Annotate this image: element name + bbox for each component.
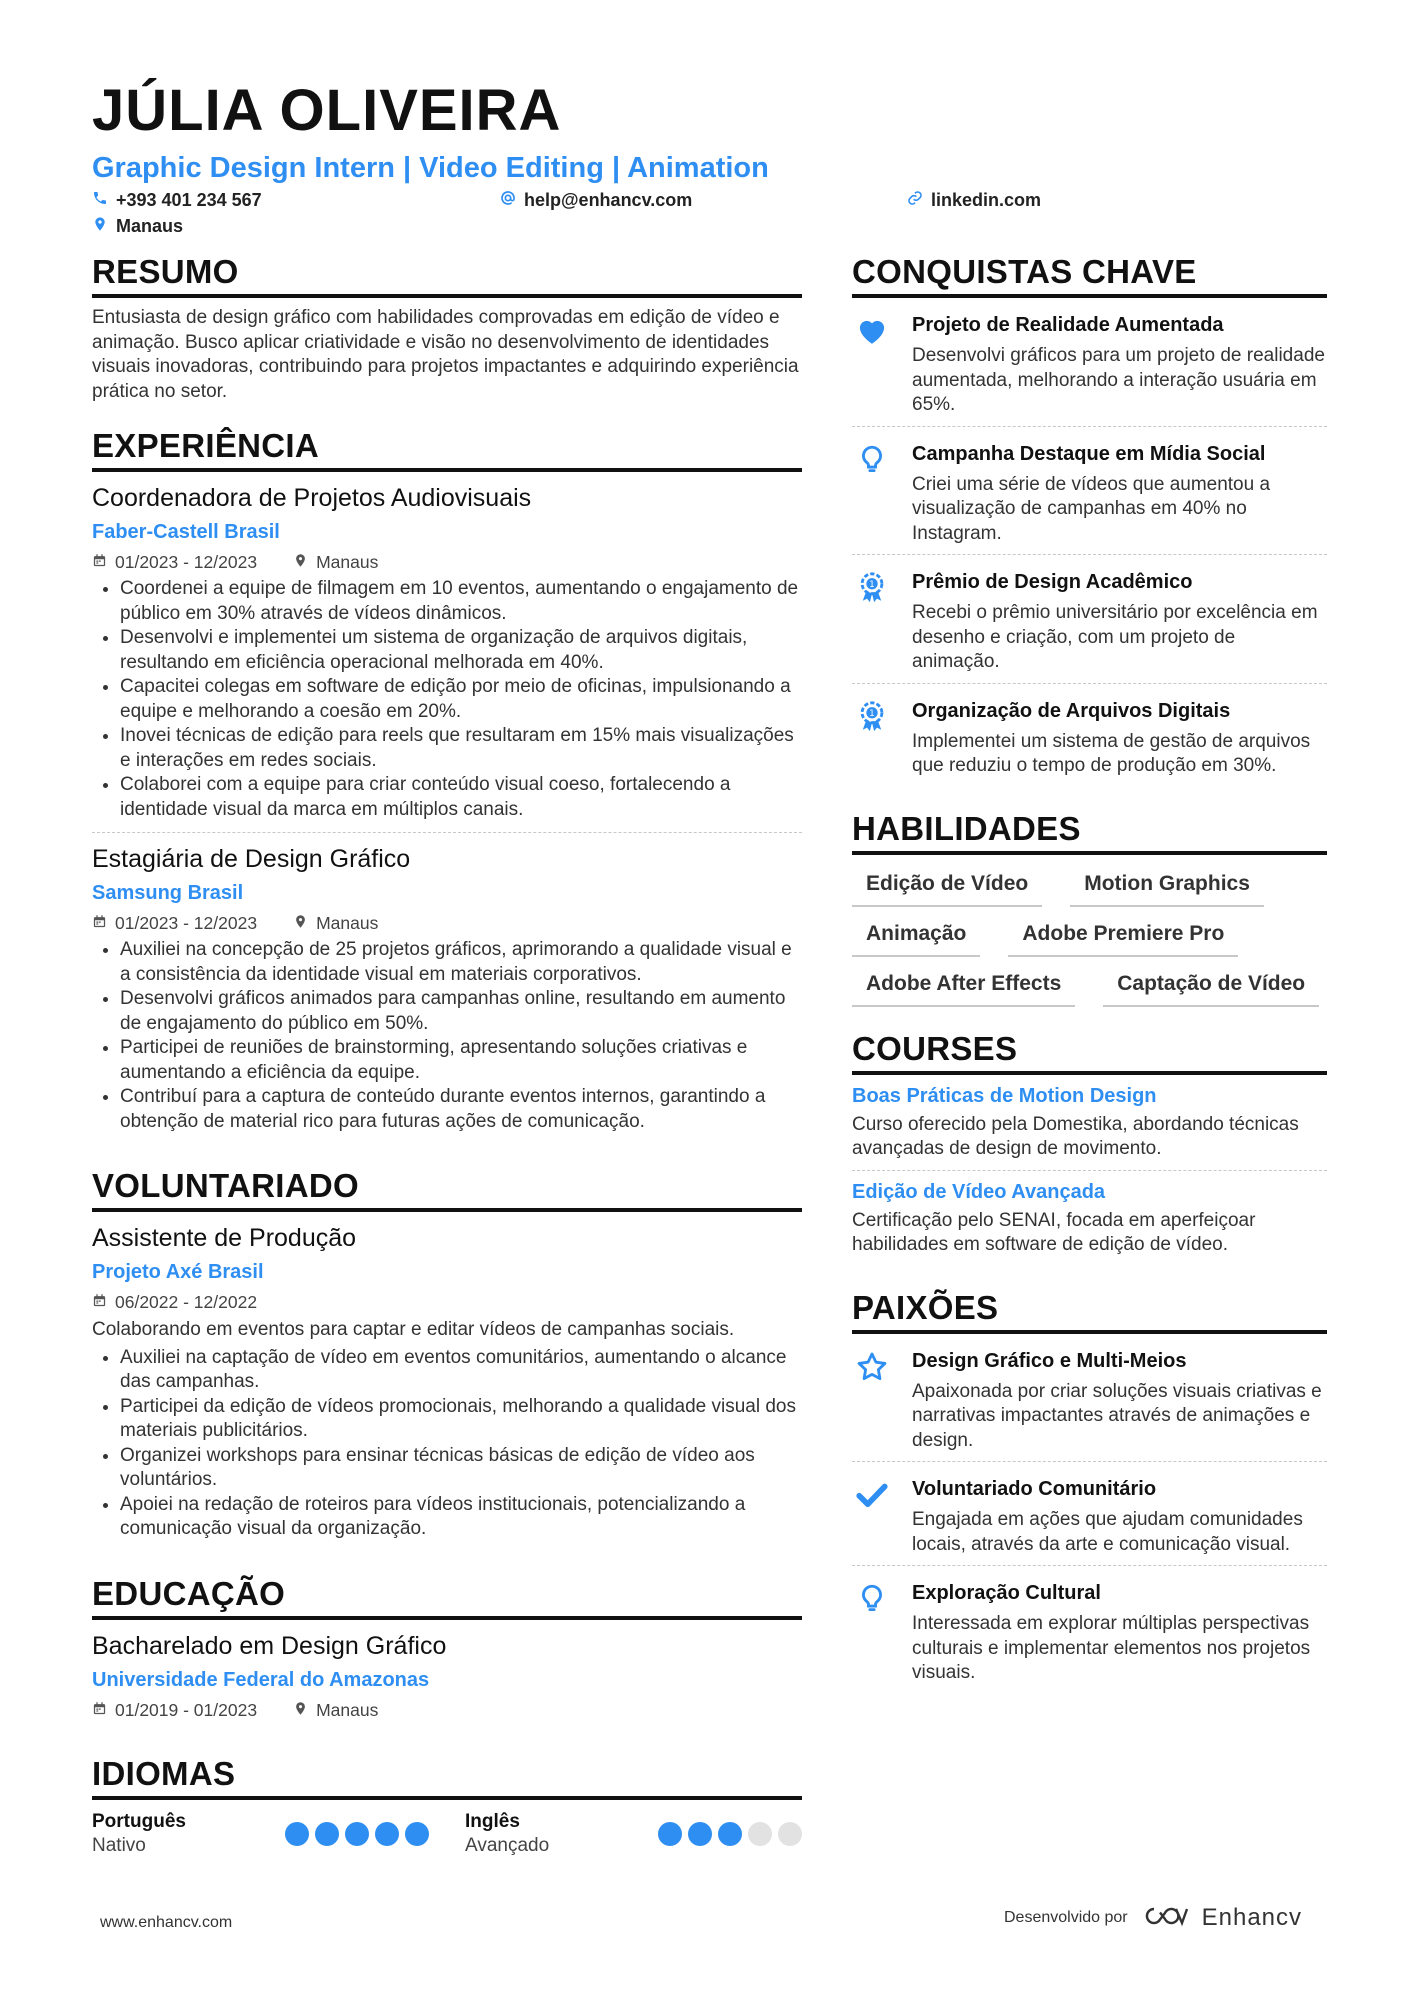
linkedin-text: linkedin.com [931, 190, 1042, 210]
at-icon [500, 190, 516, 211]
link-icon [907, 190, 923, 211]
bullet-item: • Organizei workshops para ensinar técnicas básicas de edição de vídeo aos voluntários. [120, 1444, 802, 1493]
passion-item [852, 1462, 1327, 1566]
heart-icon [852, 312, 892, 418]
rating-dot [778, 1822, 802, 1846]
checkmark-icon [852, 1476, 892, 1557]
award-ribbon-icon [852, 698, 892, 779]
job-dates: 01/2023 - 12/2023 [115, 552, 258, 572]
skill-tag: Animação [852, 921, 980, 957]
achievement-item [852, 298, 1327, 427]
rating-dot [285, 1822, 309, 1846]
rating-dot [658, 1822, 682, 1846]
bullet-item: • Auxiliei na captação de vídeo em eventos comunitários, aumentando o alcance das campanhas. [120, 1346, 802, 1395]
volunteer-org: Projeto Axé Brasil [92, 1261, 264, 1283]
achievement-description: Recebi o prêmio universitário por excelência em desenho e criação, com um projeto de animação. [912, 602, 1318, 672]
language-level: Nativo [92, 1834, 146, 1856]
volunteer-bullets [92, 1346, 802, 1542]
candidate-name: JÚLIA OLIVEIRA [92, 78, 562, 143]
languages-list [92, 1810, 802, 1858]
passion-title: Design Gráfico e Multi-Meios [912, 1349, 1187, 1372]
job-location: Manaus [316, 552, 379, 572]
achievement-title: Projeto de Realidade Aumentada [912, 314, 1224, 336]
achievement-title: Organização de Arquivos Digitais [912, 699, 1231, 722]
rating-dot [345, 1822, 369, 1846]
job-title: Estagiária de Design Gráfico [92, 845, 411, 873]
languages-section [92, 1754, 802, 1858]
achievement-item [852, 555, 1327, 684]
achievement-description: Desenvolvi gráficos para um projeto de realidade aumentada, melhorando a interação usuária em 65%. [912, 345, 1325, 415]
footer-branding [1004, 1904, 1302, 1932]
language-rating [285, 1822, 429, 1846]
footer-brand-name: Enhancv [1201, 1904, 1303, 1931]
courses-section [852, 1029, 1327, 1266]
star-icon [852, 1348, 892, 1454]
resume-header [92, 78, 1322, 246]
rating-dot [315, 1822, 339, 1846]
skill-tag: Edição de Vídeo [852, 871, 1042, 907]
job-dates: 01/2023 - 12/2023 [115, 913, 258, 933]
course-description: Curso oferecido pela Domestika, abordando técnicas avançadas de design de movimento. [852, 1113, 1299, 1159]
achievement-item [852, 427, 1327, 556]
achievement-title: Campanha Destaque em Mídia Social [912, 442, 1266, 465]
language-item [92, 1810, 429, 1858]
job-bullets [92, 577, 802, 822]
volunteer-description: Colaborando em eventos para captar e editar vídeos de campanhas sociais. [92, 1319, 735, 1340]
education-dates: 01/2019 - 01/2023 [115, 1699, 258, 1720]
course-title: Edição de Vídeo Avançada [852, 1180, 1106, 1203]
bullet-item: • Apoiei na redação de roteiros para vídeos institucionais, potencializando a comunicação visual da organização. [120, 1493, 802, 1542]
calendar-icon [92, 1290, 107, 1314]
svg-text:1: 1 [869, 579, 875, 590]
summary-section [92, 252, 802, 404]
contact-location [92, 216, 183, 237]
footer-powered-by: Desenvolvido por [1004, 1909, 1128, 1926]
bullet-item: • Capacitei colegas em software de edição por meio de oficinas, impulsionando a equipe e melhorando a coesão em 20%. [120, 675, 802, 724]
contact-linkedin[interactable] [907, 190, 1041, 211]
rating-dot [375, 1822, 399, 1846]
passion-title: Voluntariado Comunitário [912, 1478, 1157, 1500]
volunteer-section [92, 1166, 802, 1552]
experience-entry [92, 472, 802, 833]
rating-dot [405, 1822, 429, 1846]
passion-title: Exploração Cultural [912, 1582, 1101, 1604]
course-title: Boas Práticas de Motion Design [852, 1084, 1157, 1107]
contact-phone [92, 190, 262, 211]
bullet-item: • Coordenei a equipe de filmagem em 10 eventos, aumentando o engajamento de público em 30% através de vídeos dinâmicos. [120, 577, 802, 626]
achievements-heading: CONQUISTAS CHAVE [852, 252, 1327, 298]
education-entry [92, 1620, 802, 1732]
language-level: Avançado [465, 1834, 550, 1856]
passion-description: Engajada em ações que ajudam comunidades locais, através da arte e comunicação visual. [912, 1509, 1303, 1555]
volunteer-heading: VOLUNTARIADO [92, 1166, 802, 1212]
volunteer-role: Assistente de Produção [92, 1224, 357, 1252]
email-text: help@enhancv.com [524, 190, 693, 210]
course-item [852, 1171, 1327, 1266]
education-location: Manaus [316, 1699, 379, 1720]
language-item [465, 1810, 802, 1858]
education-section [92, 1574, 802, 1732]
volunteer-entry [92, 1212, 802, 1552]
passion-item [852, 1566, 1327, 1694]
education-meta [92, 1698, 802, 1722]
bullet-item: • Contribuí para a captura de conteúdo durante eventos internos, garantindo a obtenção de material rico para futuras ações de comunicação. [120, 1085, 802, 1134]
passions-section [852, 1288, 1327, 1694]
location-pin-icon [293, 1698, 308, 1722]
location-pin-icon [293, 550, 308, 574]
language-rating [658, 1822, 802, 1846]
experience-section [92, 426, 802, 1144]
courses-heading: COURSES [852, 1029, 1327, 1075]
right-column [852, 252, 1327, 1716]
bullet-item: • Auxiliei na concepção de 25 projetos gráficos, aprimorando a qualidade visual e a consistência da identidade visual em materiais corporativos. [120, 938, 802, 987]
passions-heading: PAIXÕES [852, 1288, 1327, 1334]
bullet-item: • Inovei técnicas de edição para reels que resultaram em 15% mais visualizações e interações em redes sociais. [120, 724, 802, 773]
volunteer-meta [92, 1290, 802, 1314]
job-bullets [92, 938, 802, 1134]
course-description: Certificação pelo SENAI, focada em aperfeiçoar habilidades em software de edição de vídeo. [852, 1209, 1256, 1255]
summary-heading: RESUMO [92, 252, 802, 298]
skills-heading: HABILIDADES [852, 809, 1327, 855]
skill-tag: Adobe After Effects [852, 971, 1075, 1007]
location-text: Manaus [116, 216, 184, 236]
company-name: Samsung Brasil [92, 882, 244, 904]
volunteer-dates: 06/2022 - 12/2022 [115, 1292, 258, 1312]
calendar-icon [92, 911, 107, 935]
contact-email[interactable] [500, 190, 692, 211]
achievement-title: Prêmio de Design Acadêmico [912, 571, 1193, 593]
contact-info [92, 190, 1322, 246]
skills-section [852, 809, 1327, 1007]
lightbulb-icon [852, 441, 892, 547]
bullet-item: • Desenvolvi e implementei um sistema de organização de arquivos digitais, resultando em eficiência operacional melhorada em 40%. [120, 626, 802, 675]
bullet-item: • Participei de reuniões de brainstorming, apresentando soluções criativas e aumentando a eficiência da equipe. [120, 1036, 802, 1085]
passion-item [852, 1334, 1327, 1463]
achievement-description: Implementei um sistema de gestão de arquivos que reduziu o tempo de produção em 30%. [912, 730, 1311, 776]
experience-entry [92, 833, 802, 1144]
candidate-tagline: Graphic Design Intern | Video Editing | Animation [92, 152, 769, 184]
lightbulb-icon [852, 1580, 892, 1686]
rating-dot [718, 1822, 742, 1846]
summary-text: Entusiasta de design gráfico com habilidades comprovadas em edição de vídeo e animação. Busco aplicar criatividade e visão no desenvolvimento de identidades visuais inovadoras, contribuindo para projetos impactantes e adquirindo experiência prática no setor. [92, 307, 799, 402]
job-title: Coordenadora de Projetos Audiovisuais [92, 484, 532, 512]
course-item [852, 1075, 1327, 1171]
location-pin-icon [293, 911, 308, 935]
skill-tag: Motion Graphics [1070, 871, 1264, 907]
experience-heading: EXPERIÊNCIA [92, 426, 802, 472]
school-name: Universidade Federal do Amazonas [92, 1668, 430, 1691]
skills-list [852, 871, 1327, 1007]
job-location: Manaus [316, 913, 379, 933]
award-ribbon-icon [852, 569, 892, 675]
language-name: Português [92, 1810, 186, 1832]
job-meta [92, 550, 802, 574]
phone-icon [92, 190, 108, 211]
company-name: Faber-Castell Brasil [92, 521, 280, 543]
calendar-icon [92, 550, 107, 574]
svg-text:1: 1 [869, 708, 875, 719]
footer-website[interactable]: www.enhancv.com [100, 1914, 233, 1931]
left-column [92, 252, 802, 1880]
degree-title: Bacharelado em Design Gráfico [92, 1631, 447, 1660]
achievements-section [852, 252, 1327, 787]
skill-tag: Captação de Vídeo [1103, 971, 1319, 1007]
achievement-description: Criei uma série de vídeos que aumentou a visualização de campanhas em 40% no Instagram. [912, 473, 1271, 544]
achievement-item [852, 684, 1327, 787]
education-heading: EDUCAÇÃO [92, 1574, 802, 1620]
enhancv-logo-icon [1142, 1905, 1188, 1932]
languages-heading: IDIOMAS [92, 1754, 802, 1800]
job-meta [92, 911, 802, 935]
passion-description: Apaixonada por criar soluções visuais criativas e narrativas impactantes através de animações e design. [912, 1380, 1322, 1451]
rating-dot [748, 1822, 772, 1846]
location-pin-icon [92, 216, 108, 237]
language-name: Inglês [465, 1810, 520, 1832]
phone-text: +393 401 234 567 [116, 190, 262, 210]
calendar-icon [92, 1698, 107, 1722]
passion-description: Interessada em explorar múltiplas perspectivas culturais e implementar elementos nos projetos visuais. [912, 1613, 1311, 1683]
bullet-item: • Participei da edição de vídeos promocionais, melhorando a qualidade visual dos materiais publicitários. [120, 1395, 802, 1444]
bullet-item: • Colaborei com a equipe para criar conteúdo visual coeso, fortalecendo a identidade visual da marca em múltiplos canais. [120, 773, 802, 822]
bullet-item: • Desenvolvi gráficos animados para campanhas online, resultando em aumento de engajamento do público em 50%. [120, 987, 802, 1036]
skill-tag: Adobe Premiere Pro [1008, 921, 1238, 957]
rating-dot [688, 1822, 712, 1846]
